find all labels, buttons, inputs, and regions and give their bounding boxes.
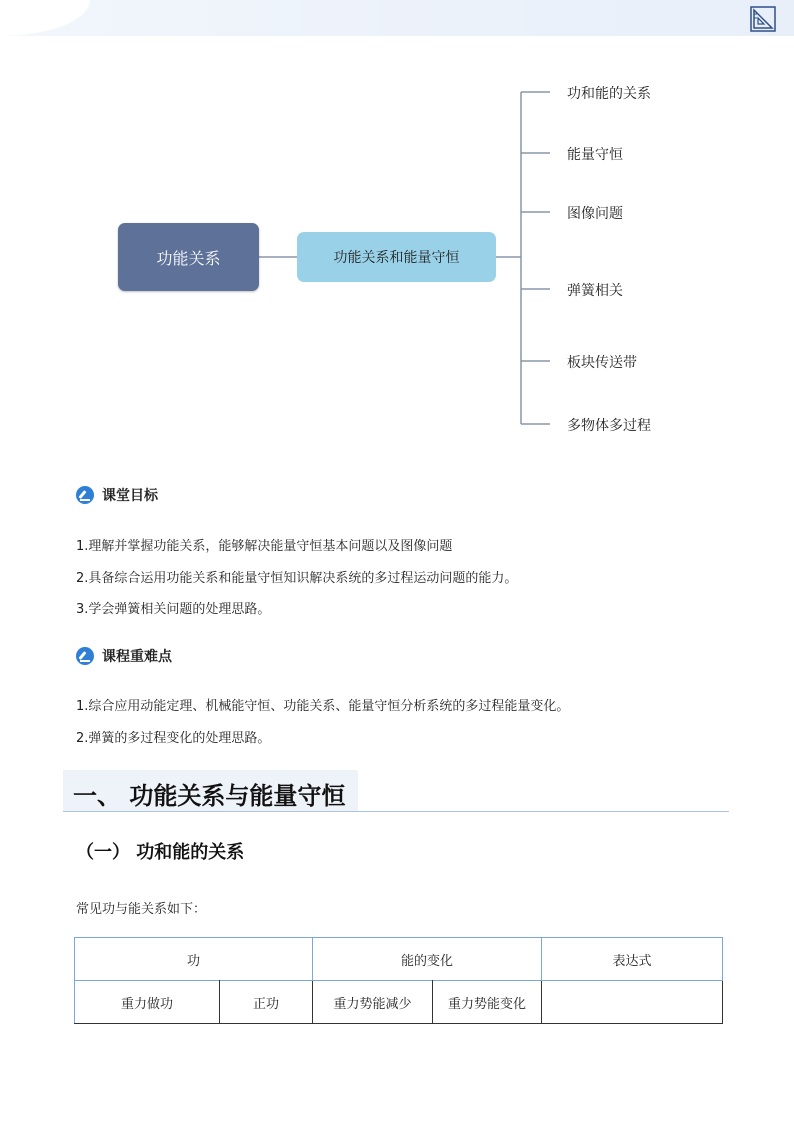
mind-map-root-node: 功能关系 xyxy=(118,223,259,291)
intro-text: 常见功与能关系如下： xyxy=(76,902,207,917)
table-header-cell: 能的变化 xyxy=(313,938,542,981)
subsection-heading: （一） 功和能的关系 xyxy=(76,842,245,863)
work-energy-table xyxy=(74,937,723,1024)
keypoints-heading xyxy=(76,646,172,666)
mind-map-leaf: 功和能的关系 xyxy=(567,86,651,102)
goal-item: 1.理解并掌握功能关系，能够解决能量守恒基本问题以及图像问题 xyxy=(76,539,453,554)
table-row xyxy=(75,981,723,1024)
keypoint-item: 2.弹簧的多过程变化的处理思路。 xyxy=(76,731,271,746)
mind-map-leaf: 弹簧相关 xyxy=(567,283,623,299)
table-cell xyxy=(542,981,723,1024)
section-divider xyxy=(63,811,729,812)
table-header-cell: 功 xyxy=(75,938,313,981)
mind-map-center-node: 功能关系和能量守恒 xyxy=(297,232,496,282)
mind-map-leaf: 多物体多过程 xyxy=(567,418,651,434)
goals-heading xyxy=(76,485,158,505)
keypoints-title: 课程重难点 xyxy=(102,649,172,665)
goals-title: 课堂目标 xyxy=(102,488,158,504)
table-cell: 重力做功 xyxy=(75,981,220,1024)
table-cell: 重力势能变化 xyxy=(433,981,542,1024)
mind-map-leaf: 能量守恒 xyxy=(567,147,623,163)
pen-icon xyxy=(76,486,94,504)
keypoint-item: 1.综合应用动能定理、机械能守恒、功能关系、能量守恒分析系统的多过程能量变化。 xyxy=(76,699,570,714)
goal-item: 2.具备综合运用功能关系和能量守恒知识解决系统的多过程运动问题的能力。 xyxy=(76,571,518,586)
mind-map-leaf: 图像问题 xyxy=(567,206,623,222)
mind-map-leaf: 板块传送带 xyxy=(567,355,637,371)
table-header-cell: 表达式 xyxy=(542,938,723,981)
mind-map xyxy=(0,0,794,460)
table-cell: 正功 xyxy=(220,981,313,1024)
goal-item: 3.学会弹簧相关问题的处理思路。 xyxy=(76,602,271,617)
section-heading: 一、 功能关系与能量守恒 xyxy=(73,782,346,810)
table-header-row xyxy=(75,938,723,981)
pen-icon xyxy=(76,647,94,665)
table-cell: 重力势能减少 xyxy=(313,981,433,1024)
